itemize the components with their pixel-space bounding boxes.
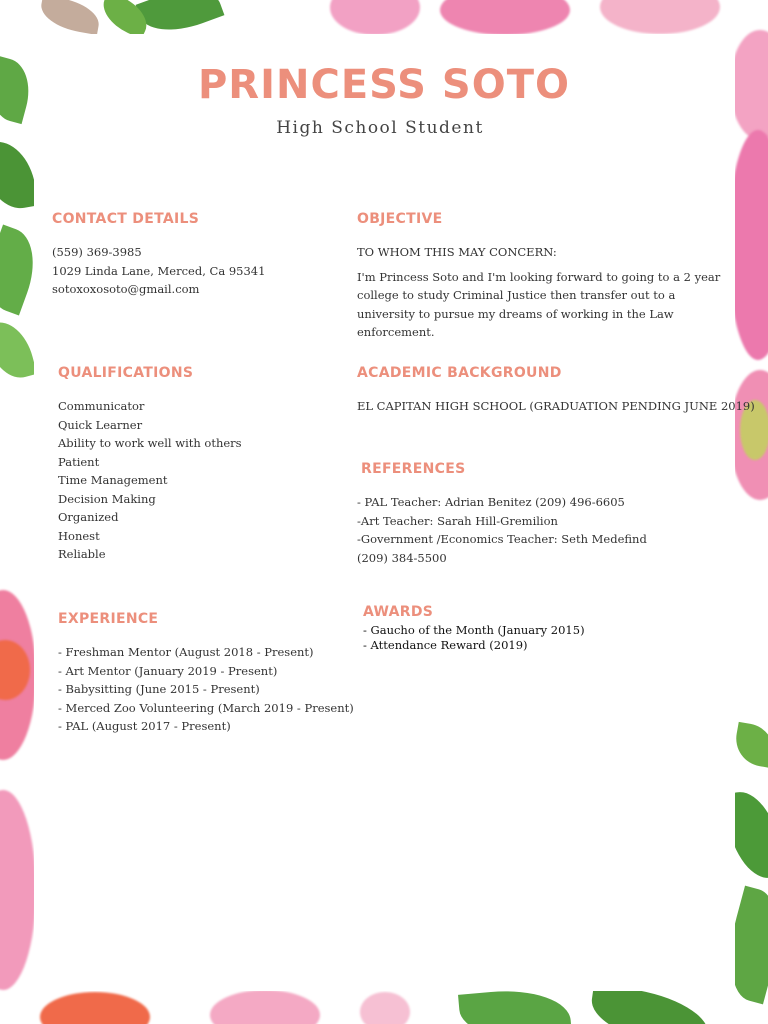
list-item: Decision Making	[58, 491, 156, 506]
list-item: Communicator	[58, 399, 145, 413]
candidate-name: PRINCESS SOTO	[197, 62, 570, 108]
objective-heading: OBJECTIVE	[357, 211, 443, 227]
list-item: - Merced Zoo Volunteering (March 2019 - Present)	[58, 700, 354, 715]
list-item: -Art Teacher: Sarah Hill-Gremilion	[357, 513, 558, 528]
candidate-role: High School Student	[276, 118, 484, 138]
awards-heading: AWARDS	[363, 604, 434, 620]
list-item: - Gaucho of the Month (January 2015)	[363, 623, 585, 637]
qualifications-list	[58, 397, 242, 564]
contact-details	[52, 243, 265, 299]
list-item: - PAL Teacher: Adrian Benitez (209) 496-6605	[357, 495, 625, 509]
objective-line: enforcement.	[357, 325, 435, 339]
references-list	[357, 493, 647, 567]
contact-phone: (559) 369-3985	[52, 245, 142, 259]
list-item: Reliable	[58, 547, 106, 561]
academic-school: EL CAPITAN HIGH SCHOOL (GRADUATION PENDING JUNE 2019)	[357, 399, 755, 413]
contact-heading: CONTACT DETAILS	[52, 211, 200, 227]
list-item: - Art Mentor (January 2019 - Present)	[58, 663, 278, 678]
awards-list	[363, 623, 585, 653]
list-item: - PAL (August 2017 - Present)	[58, 719, 231, 733]
objective-greeting: TO WHOM THIS MAY CONCERN:	[357, 245, 557, 259]
experience-heading: EXPERIENCE	[58, 611, 159, 627]
references-heading: REFERENCES	[361, 461, 466, 477]
academic-heading: ACADEMIC BACKGROUND	[357, 365, 562, 381]
objective-line: I'm Princess Soto and I'm looking forward to going to a 2 year	[357, 269, 721, 284]
objective-line: college to study Criminal Justice then transfer out to a	[357, 288, 676, 302]
academic-text	[357, 397, 755, 416]
contact-address: 1029 Linda Lane, Merced, Ca 95341	[52, 263, 266, 278]
list-item: -Government /Economics Teacher: Seth Medefind	[357, 532, 647, 546]
list-item: Quick Learner	[58, 417, 143, 432]
contact-email: sotoxoxosoto@gmail.com	[52, 282, 200, 296]
list-item: - Babysitting (June 2015 - Present)	[58, 682, 260, 696]
experience-list	[58, 643, 354, 736]
list-item: Organized	[58, 510, 119, 524]
list-item: - Freshman Mentor (August 2018 - Present)	[58, 645, 314, 659]
list-item: Ability to work well with others	[58, 436, 242, 450]
qualifications-heading: QUALIFICATIONS	[58, 365, 194, 381]
list-item: (209) 384-5500	[357, 550, 447, 565]
list-item: Patient	[58, 454, 100, 469]
objective-text	[357, 243, 720, 342]
list-item: Time Management	[58, 473, 168, 487]
list-item: - Attendance Reward (2019)	[363, 638, 528, 652]
list-item: Honest	[58, 528, 100, 543]
objective-line: university to pursue my dreams of working in the Law	[357, 306, 674, 321]
